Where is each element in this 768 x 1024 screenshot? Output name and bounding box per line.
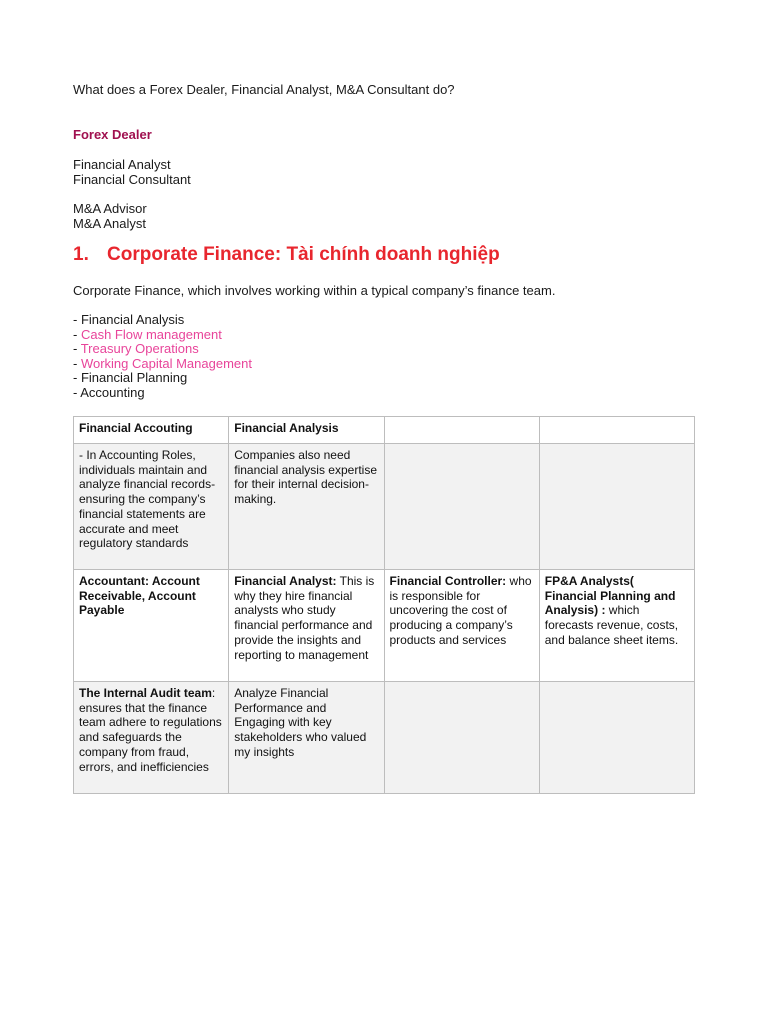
table-header-row [74,417,695,444]
table-cell: Financial Analysis [229,417,384,444]
treasury-operations-link[interactable]: Treasury Operations [80,341,199,356]
table-cell [539,682,694,794]
finance-roles-table [73,416,695,794]
question-text: What does a Forex Dealer, Financial Analyst, M&A Consultant do? [73,82,455,97]
table-row [74,682,695,794]
table-cell: Financial Accouting [74,417,229,444]
table-cell [539,417,694,444]
list-item: - Cash Flow management [73,327,222,342]
section-number: 1. [73,244,89,265]
table-cell: FP&A Analysts( Financial Planning and Analysis) : which forecasts revenue, costs, and balance sheet items. [539,570,694,682]
table-cell: Accountant: Account Receivable, Account Payable [74,570,229,682]
list-item: - Working Capital Management [73,356,252,371]
list-item: - Treasury Operations [73,341,199,356]
table-cell [539,444,694,570]
cash-flow-link[interactable]: Cash Flow management [80,327,222,342]
table-cell [384,444,539,570]
role-ma-analyst: M&A Analyst [73,216,146,231]
table-cell: - In Accounting Roles, individuals maintain and analyze financial records- ensuring the company’s financial statements are accurate and meet regulatory standards [74,444,229,570]
forex-dealer-heading: Forex Dealer [73,127,152,142]
working-capital-link[interactable]: Working Capital Management [80,356,252,371]
table-cell [384,417,539,444]
table-cell: Financial Analyst: This is why they hire financial analysts who study financial performance and provide the insights and reporting to management [229,570,384,682]
intro-text: Corporate Finance, which involves working within a typical company’s finance team. [73,283,556,298]
table-row [74,570,695,682]
table-row [74,444,695,570]
table-cell: The Internal Audit team: ensures that the finance team adhere to regulations and safeguards the company from fraud, errors, and inefficiencies [74,682,229,794]
list-item: - Accounting [73,385,145,400]
table-cell: Companies also need financial analysis expertise for their internal decision-making. [229,444,384,570]
role-financial-analyst: Financial Analyst [73,157,171,172]
role-financial-consultant: Financial Consultant [73,172,191,187]
role-ma-advisor: M&A Advisor [73,201,147,216]
section-title: Corporate Finance: Tài chính doanh nghiệp [107,244,500,265]
table-cell: Financial Controller: who is responsible for uncovering the cost of producing a company’s products and services [384,570,539,682]
section-heading [73,244,500,266]
list-item: - Financial Planning [73,370,188,385]
list-item: - Financial Analysis [73,312,185,327]
table-cell: Analyze Financial Performance and Engaging with key stakeholders who valued my insights [229,682,384,794]
table-cell [384,682,539,794]
